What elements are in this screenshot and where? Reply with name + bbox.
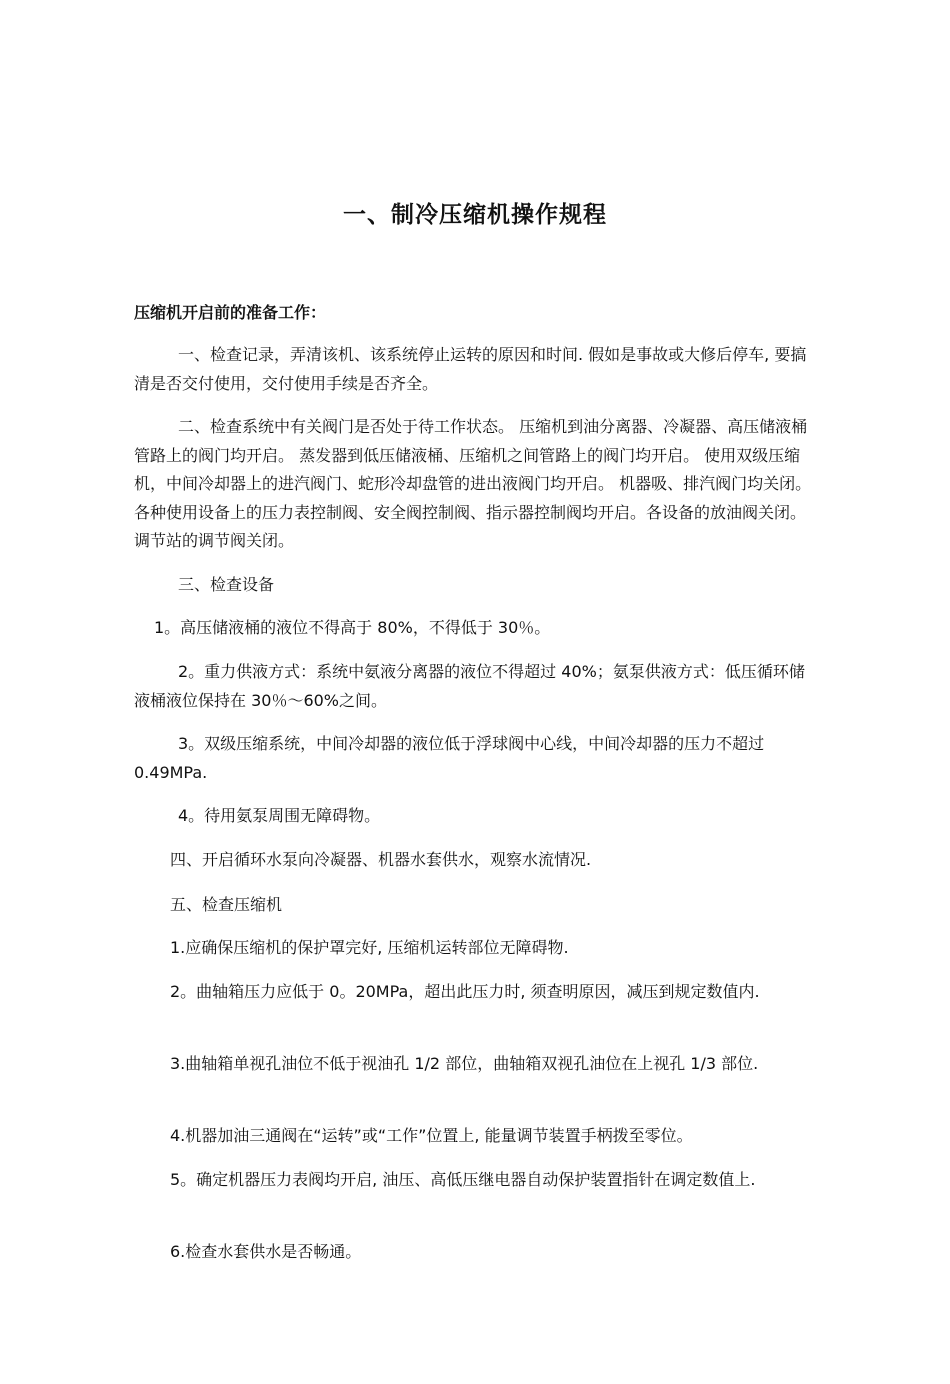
compressor-item-5: 5。确定机器压力表阀均开启, 油压、高低压继电器自动保护装置指针在调定数值上. xyxy=(170,1170,756,1189)
section-heading: 压缩机开启前的准备工作： xyxy=(134,303,327,322)
paragraph-circulating-water: 四、开启循环水泵向冷凝器、机器水套供水，观察水流情况. xyxy=(170,850,592,869)
paragraph-check-compressor: 五、检查压缩机 xyxy=(170,895,283,914)
document-title: 一、制冷压缩机操作规程 xyxy=(343,202,607,228)
compressor-item-1: 1.应确保压缩机的保护罩完好, 压缩机运转部位无障碍物. xyxy=(170,938,569,957)
list-item-4: 4。待用氨泵周围无障碍物。 xyxy=(178,806,381,825)
compressor-item-3: 3.曲轴箱单视孔油位不低于视油孔 1/2 部位，曲轴箱双视孔油位在上视孔 1/3 部位. xyxy=(170,1054,759,1073)
compressor-item-2: 2。曲轴箱压力应低于 0。20MPa，超出此压力时, 须查明原因，减压到规定数值内. xyxy=(170,982,760,1001)
list-item-3: 3。双级压缩系统，中间冷却器的液位低于浮球阀中心线，中间冷却器的压力不超过 0.49MPa. xyxy=(134,734,765,782)
paragraph-check-valves: 二、检查系统中有关阀门是否处于待工作状态。 压缩机到油分离器、冷凝器、高压储液桶管路上的阀门均开启。 蒸发器到低压储液桶、压缩机之间管路上的阀门均开启。 使用双级压缩机，中间冷却器上的进汽阀门、蛇形冷却盘管的进出液阀门均开启。 机器吸、排汽阀门均关闭。 各种使用设备上的压力表控制阀、安全阀控制阀、指示器控制阀均开启。各设备的放油阀关闭。 调节站的调节阀关闭。 xyxy=(134,417,812,550)
paragraph-check-records: 一、检查记录，弄清该机、该系统停止运转的原因和时间. 假如是事故或大修后停车, 要搞清是否交付使用，交付使用手续是否齐全。 xyxy=(134,345,807,393)
list-item-1: 1。高压储液桶的液位不得高于 80%，不得低于 30％。 xyxy=(154,618,551,637)
list-item-2: 2。重力供液方式：系统中氨液分离器的液位不得超过 40%；氨泵供液方式：低压循环储液桶液位保持在 30％～60%之间。 xyxy=(134,662,805,710)
compressor-item-4: 4.机器加油三通阀在“运转”或“工作”位置上, 能量调节装置手柄拨至零位。 xyxy=(170,1126,693,1145)
paragraph-check-equipment: 三、检查设备 xyxy=(178,575,275,594)
compressor-item-6: 6.检查水套供水是否畅通。 xyxy=(170,1242,362,1261)
